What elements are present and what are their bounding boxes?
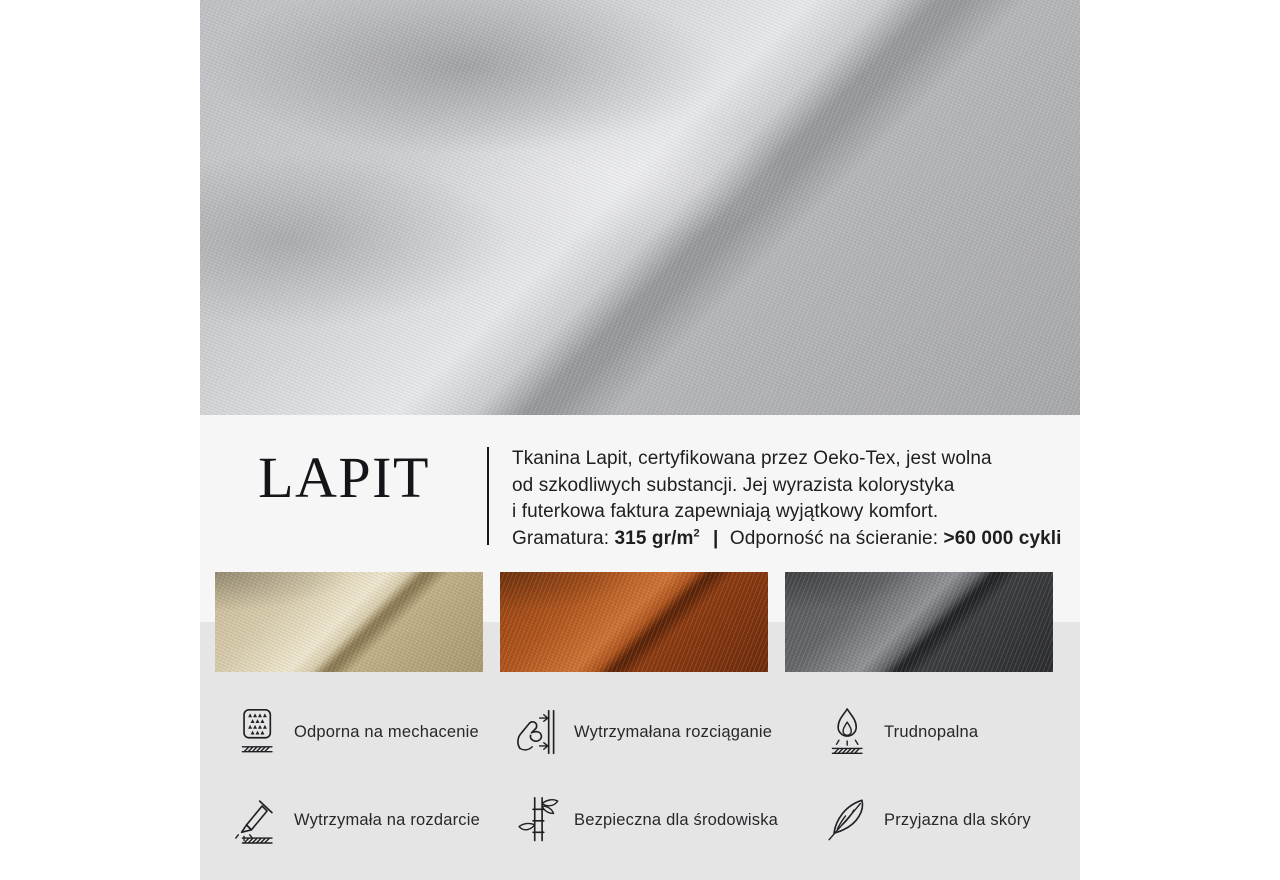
tear-resistance-icon [234,788,282,852]
flame-retardant-icon [824,700,872,764]
product-description [512,446,1072,552]
feature-label: Odporna na mechacenie [294,722,479,741]
swatch-anthracite [785,572,1053,672]
abrasion-value: >60 000 cykli [943,527,1062,549]
feature-eco-friendly [514,788,778,852]
feature-stretch-resistance [514,700,772,764]
feature-label: Przyjazna dla skóry [884,810,1031,829]
spec-separator: | [713,527,719,549]
spec-line [512,526,1072,553]
skin-friendly-icon [824,788,872,852]
abrasion-label: Odporność na ścieranie: [729,527,939,549]
pilling-resistance-icon [234,700,282,764]
feature-label: Trudnopalna [884,722,979,741]
swatch-rust [500,572,768,672]
feature-tear-resistance [234,788,480,852]
weight-label: Gramatura: [512,527,610,549]
feature-label: Wytrzymała na rozdarcie [294,810,481,829]
eco-friendly-icon [514,788,562,852]
content-column [200,0,1080,880]
product-title: LAPIT [258,445,430,510]
feature-label: Bezpieczna dla środowiska [574,810,779,829]
description-line: i futerkowa faktura zapewniają wyjątkowy komfort. [512,501,939,522]
swatch-beige [215,572,483,672]
feature-pilling-resistance [234,700,479,764]
hero-fabric-image [200,0,1080,415]
stretch-resistance-icon [514,700,562,764]
feature-flame-retardant [824,700,978,764]
weight-value: 315 $gr/m^2$ [614,527,700,549]
vertical-divider [487,447,489,545]
feature-label: Wytrzymałana rozciąganie [574,722,773,741]
description-line: od szkodliwych substancji. Jej wyrazista kolorystyka [512,474,955,496]
description-line: Tkanina Lapit, certyfikowana przez Oeko-Tex, jest wolna [512,448,992,469]
feature-skin-friendly [824,788,1031,852]
